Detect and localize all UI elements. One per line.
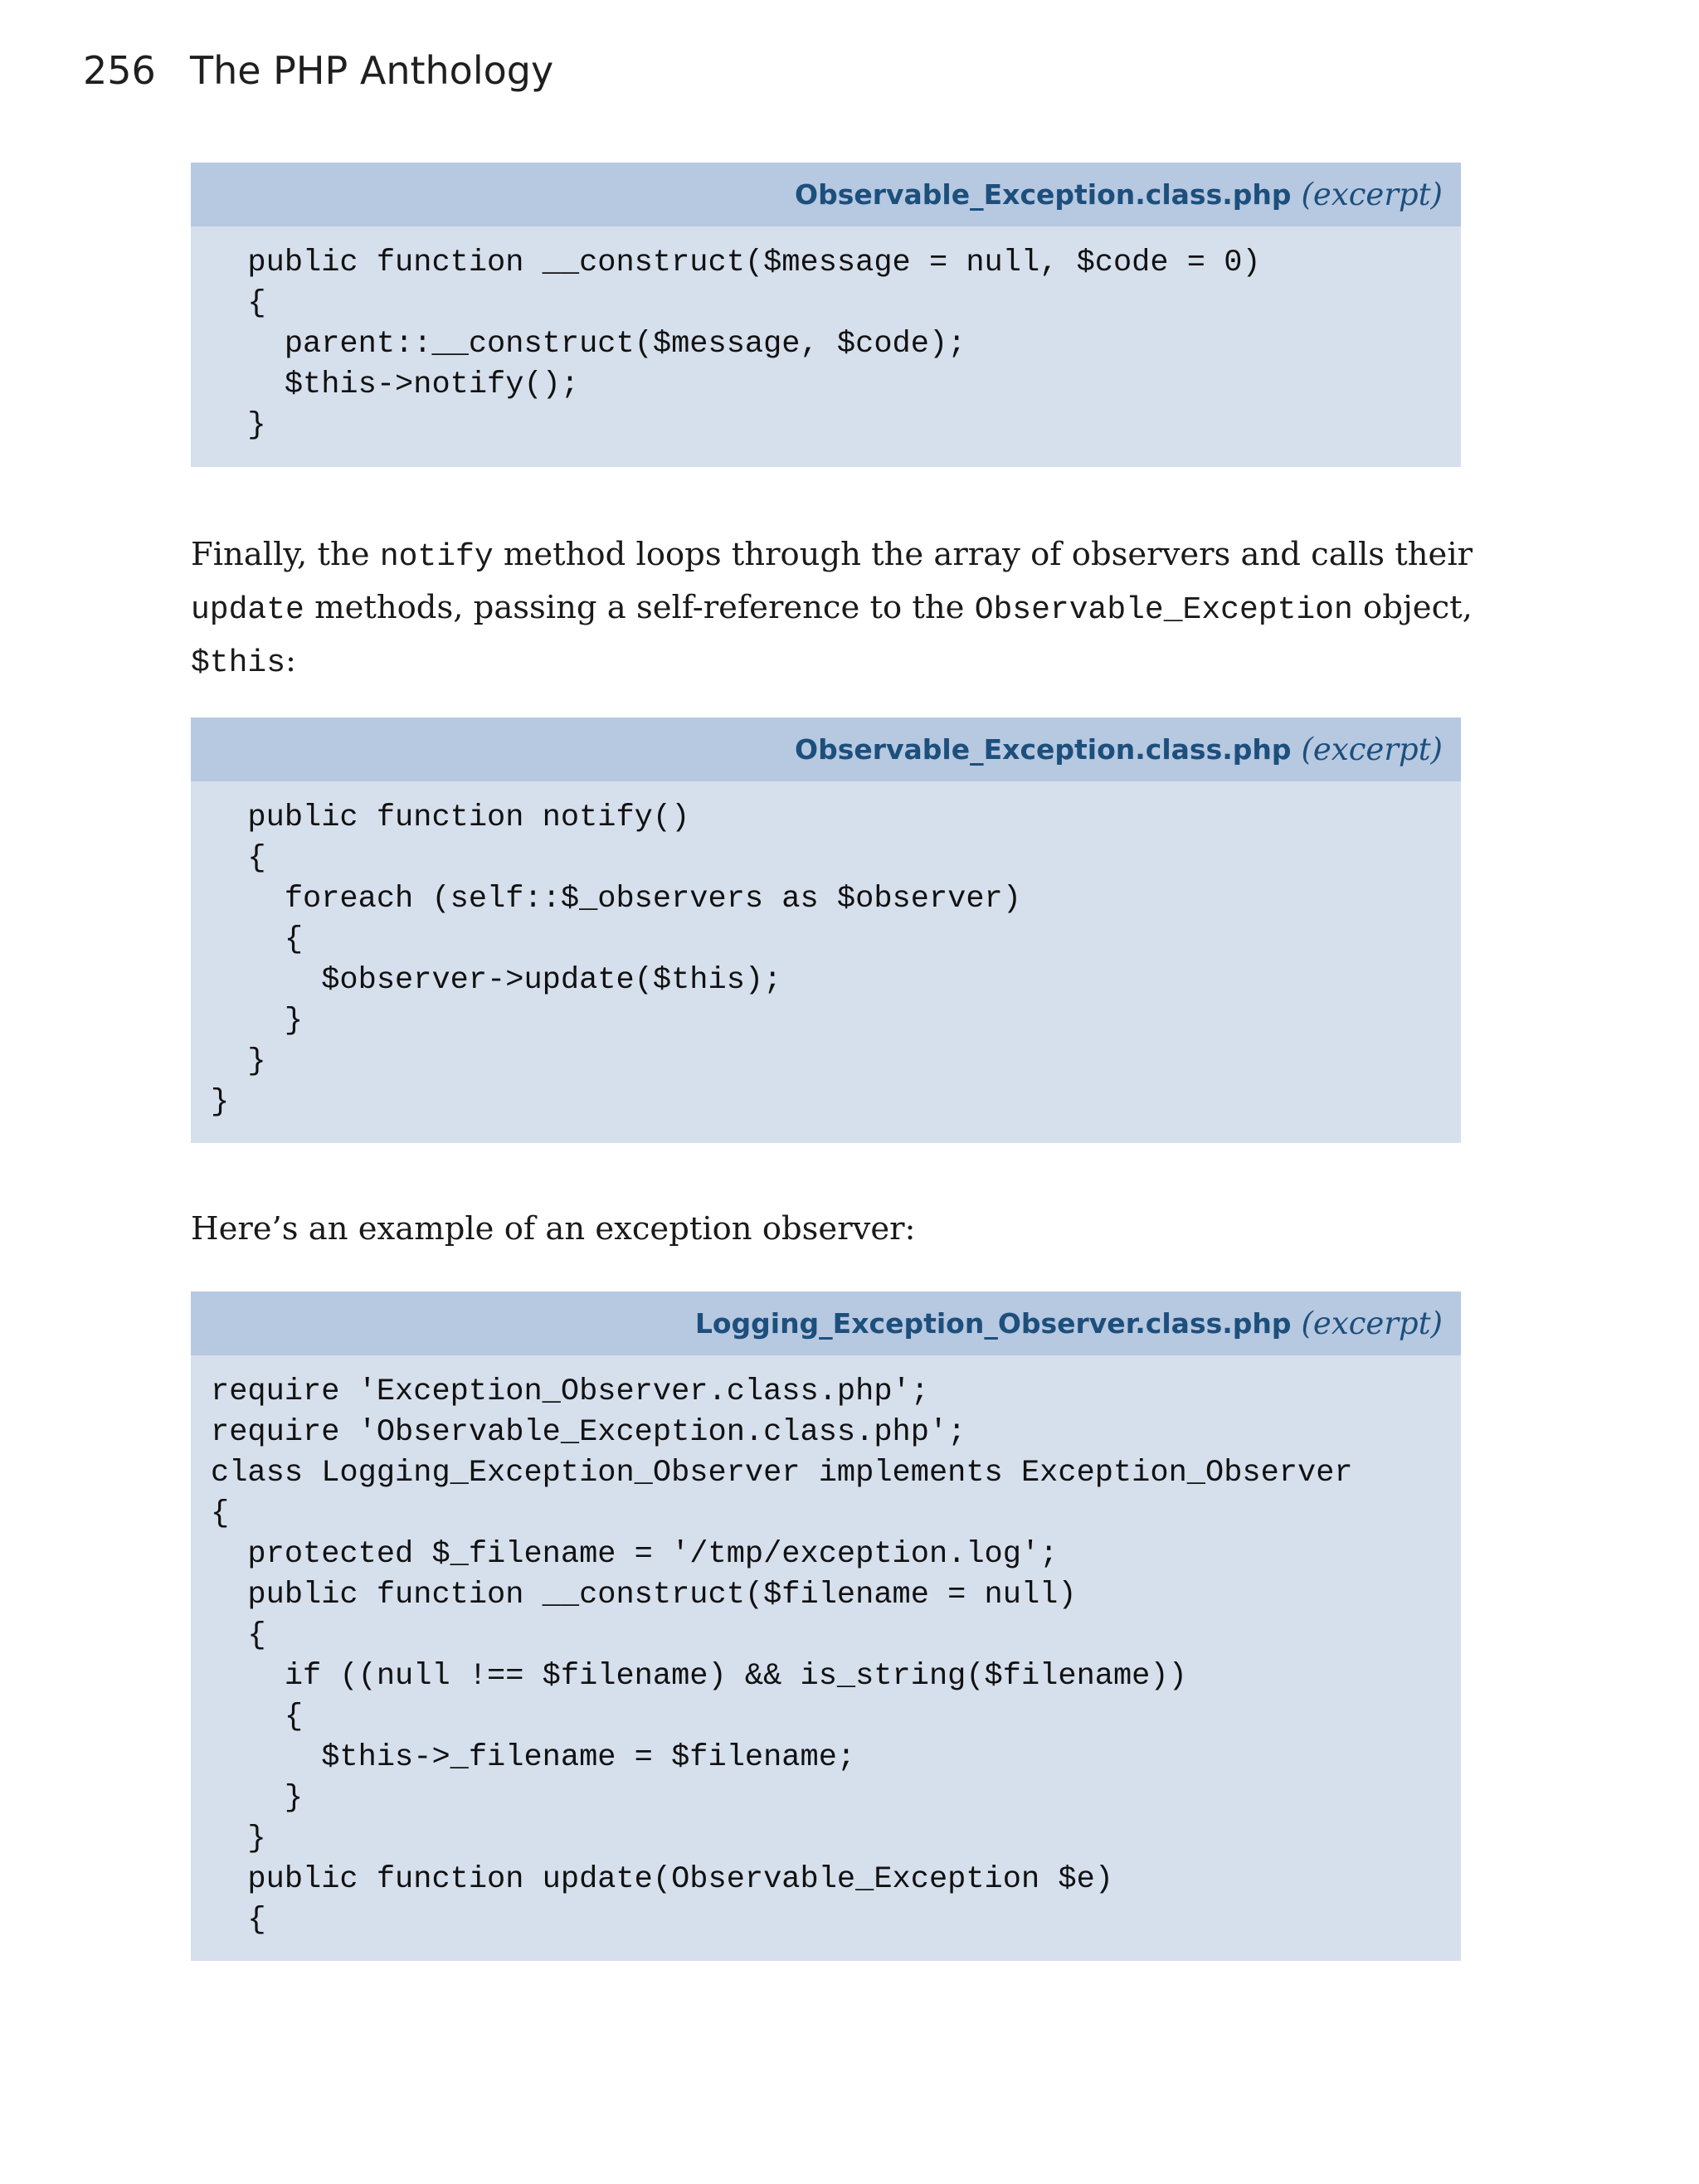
code-listing-filename: Observable_Exception.class.php: [795, 733, 1292, 766]
page-number: 256: [83, 48, 156, 93]
code-listing-header: [191, 163, 1461, 226]
code-listing-body: require 'Exception_Observer.class.php'; require 'Observable_Exception.class.php'; class Logging_Exception_Observer implements Exception_Observer { protected $_filename = '/tmp/exception.log'; public function __construct($filename = null) { if ((null !== $filename) && is_string($filename)) { $this->_filename = $filename; } } public function update(Observable_Exception $e) {: [211, 1374, 1353, 1938]
code-listing-filename: Logging_Exception_Observer.class.php: [694, 1307, 1292, 1340]
body-paragraph-example: [191, 1204, 1468, 1254]
code-listing-notify: [191, 717, 1461, 1143]
inline-code-update: update: [191, 592, 304, 628]
code-listing-filename: Observable_Exception.class.php: [795, 178, 1292, 211]
code-listing-excerpt-note: (excerpt): [1301, 732, 1443, 767]
inline-code-observable-exception: Observable_Exception: [974, 592, 1353, 628]
paragraph-text: Here’s an example of an exception observer:: [191, 1210, 916, 1248]
code-listing-logging-observer: [191, 1291, 1461, 1961]
inline-code-this: $this: [191, 645, 286, 681]
paragraph-text: object,: [1352, 589, 1473, 626]
paragraph-text: methods, passing a self-reference to the: [304, 589, 975, 626]
book-title: The PHP Anthology: [190, 48, 554, 93]
running-head: [83, 48, 553, 93]
code-listing-header: [191, 717, 1461, 781]
paragraph-text: :: [285, 642, 297, 679]
paragraph-text: Finally, the: [191, 536, 380, 573]
code-listing-construct: [191, 163, 1461, 467]
code-listing-body: public function notify() { foreach (self::$_observers as $observer) { $observer->update($this); } } }: [211, 800, 1021, 1120]
code-listing-header: [191, 1291, 1461, 1355]
paragraph-text: method loops through the array of observers and calls their: [493, 536, 1473, 573]
code-listing-excerpt-note: (excerpt): [1301, 177, 1443, 212]
body-paragraph-notify: [191, 529, 1473, 688]
inline-code-notify: notify: [379, 539, 494, 575]
code-listing-excerpt-note: (excerpt): [1301, 1306, 1443, 1341]
code-listing-body: public function __construct($message = null, $code = 0) { parent::__construct($message, $code); $this->notify(); }: [247, 246, 1261, 443]
